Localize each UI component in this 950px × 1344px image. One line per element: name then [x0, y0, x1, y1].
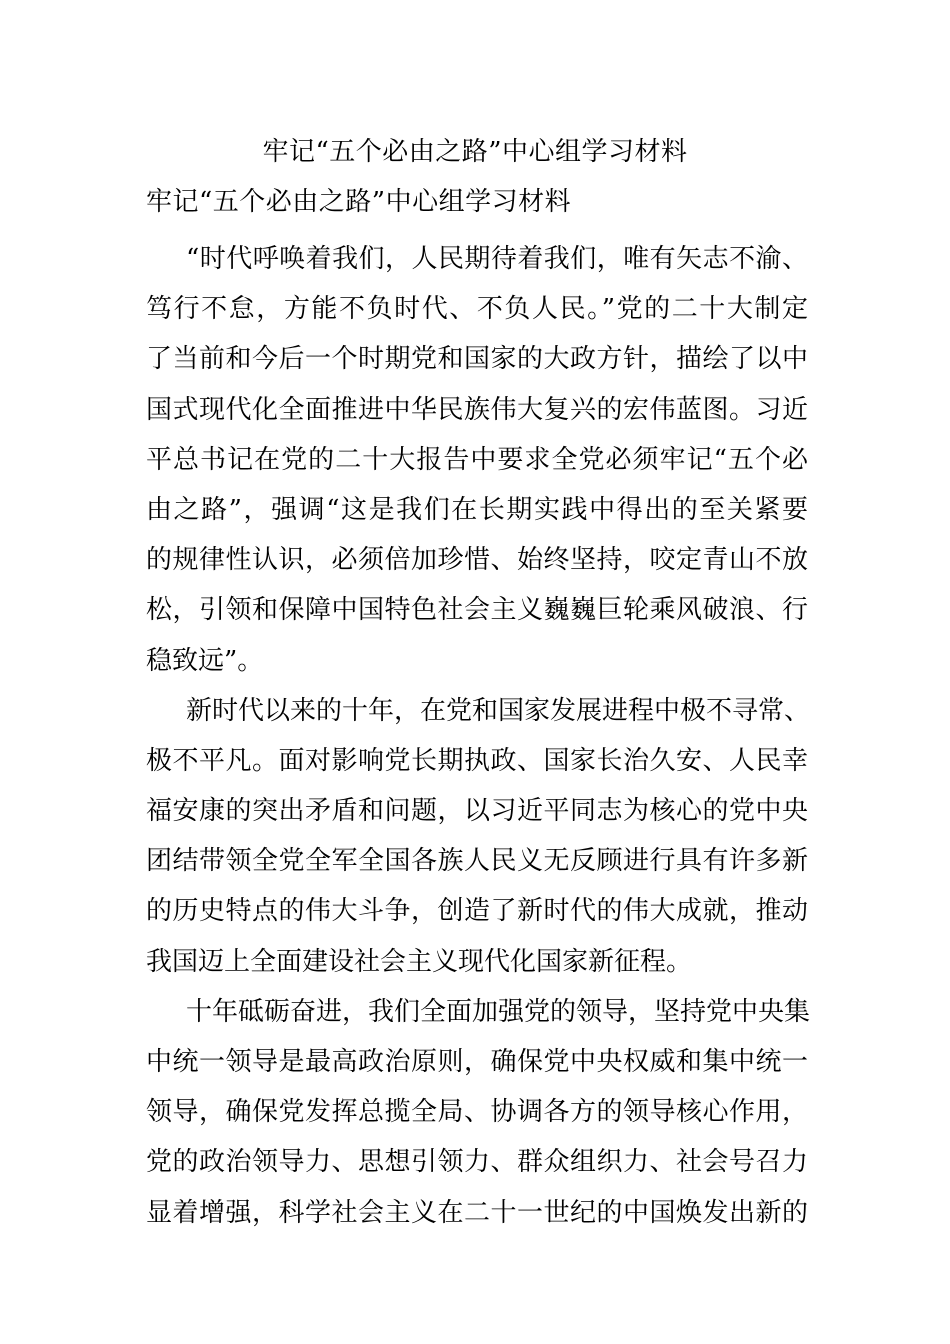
paragraph-line: 福安康的突出矛盾和问题，以习近平同志为核心的党中央	[146, 796, 808, 827]
document-title: 牢记“五个必由之路”中心组学习材料	[262, 137, 688, 167]
paragraph-line: 的规律性认识，必须倍加珍惜、始终坚持，咬定青山不放	[146, 545, 808, 576]
document-subtitle: 牢记“五个必由之路”中心组学习材料	[146, 187, 572, 217]
paragraph-line: 松，引领和保障中国特色社会主义巍巍巨轮乘风破浪、行	[146, 595, 808, 626]
paragraph-line: 国式现代化全面推进中华民族伟大复兴的宏伟蓝图。习近	[146, 394, 808, 425]
paragraph-line: 领导，确保党发挥总揽全局、协调各方的领导核心作用，	[146, 1097, 808, 1128]
paragraph-line: 笃行不怠，方能不负时代、不负人民。”党的二十大制定	[146, 294, 808, 325]
paragraph-line: “时代呼唤着我们，人民期待着我们，唯有矢志不渝、	[186, 244, 808, 274]
paragraph-line: 的历史特点的伟大斗争，创造了新时代的伟大成就，推动	[146, 896, 808, 927]
paragraph-line: 极不平凡。面对影响党长期执政、国家长治久安、人民幸	[146, 745, 808, 776]
paragraph-line: 显着增强，科学社会主义在二十一世纪的中国焕发出新的	[146, 1197, 808, 1228]
paragraph-line: 团结带领全党全军全国各族人民义无反顾进行具有许多新	[146, 846, 808, 877]
paragraph-line: 了当前和今后一个时期党和国家的大政方针，描绘了以中	[146, 344, 808, 375]
paragraph-line: 新时代以来的十年，在党和国家发展进程中极不寻常、	[186, 695, 811, 726]
paragraph-line: 由之路”，强调“这是我们在长期实践中得出的至关紧要	[146, 494, 808, 525]
document-body	[146, 234, 811, 1238]
paragraph-line: 中统一领导是最高政治原则，确保党中央权威和集中统一	[146, 1047, 808, 1077]
paragraph-line: 我国迈上全面建设社会主义现代化国家新征程。	[146, 946, 693, 977]
paragraph-line: 稳致远”。	[146, 645, 264, 676]
paragraph-line: 党的政治领导力、思想引领力、群众组织力、社会号召力	[146, 1147, 808, 1178]
paragraph-line: 十年砥砺奋进，我们全面加强党的领导，坚持党中央集	[186, 996, 811, 1027]
paragraph-line: 平总书记在党的二十大报告中要求全党必须牢记“五个必	[146, 444, 808, 475]
